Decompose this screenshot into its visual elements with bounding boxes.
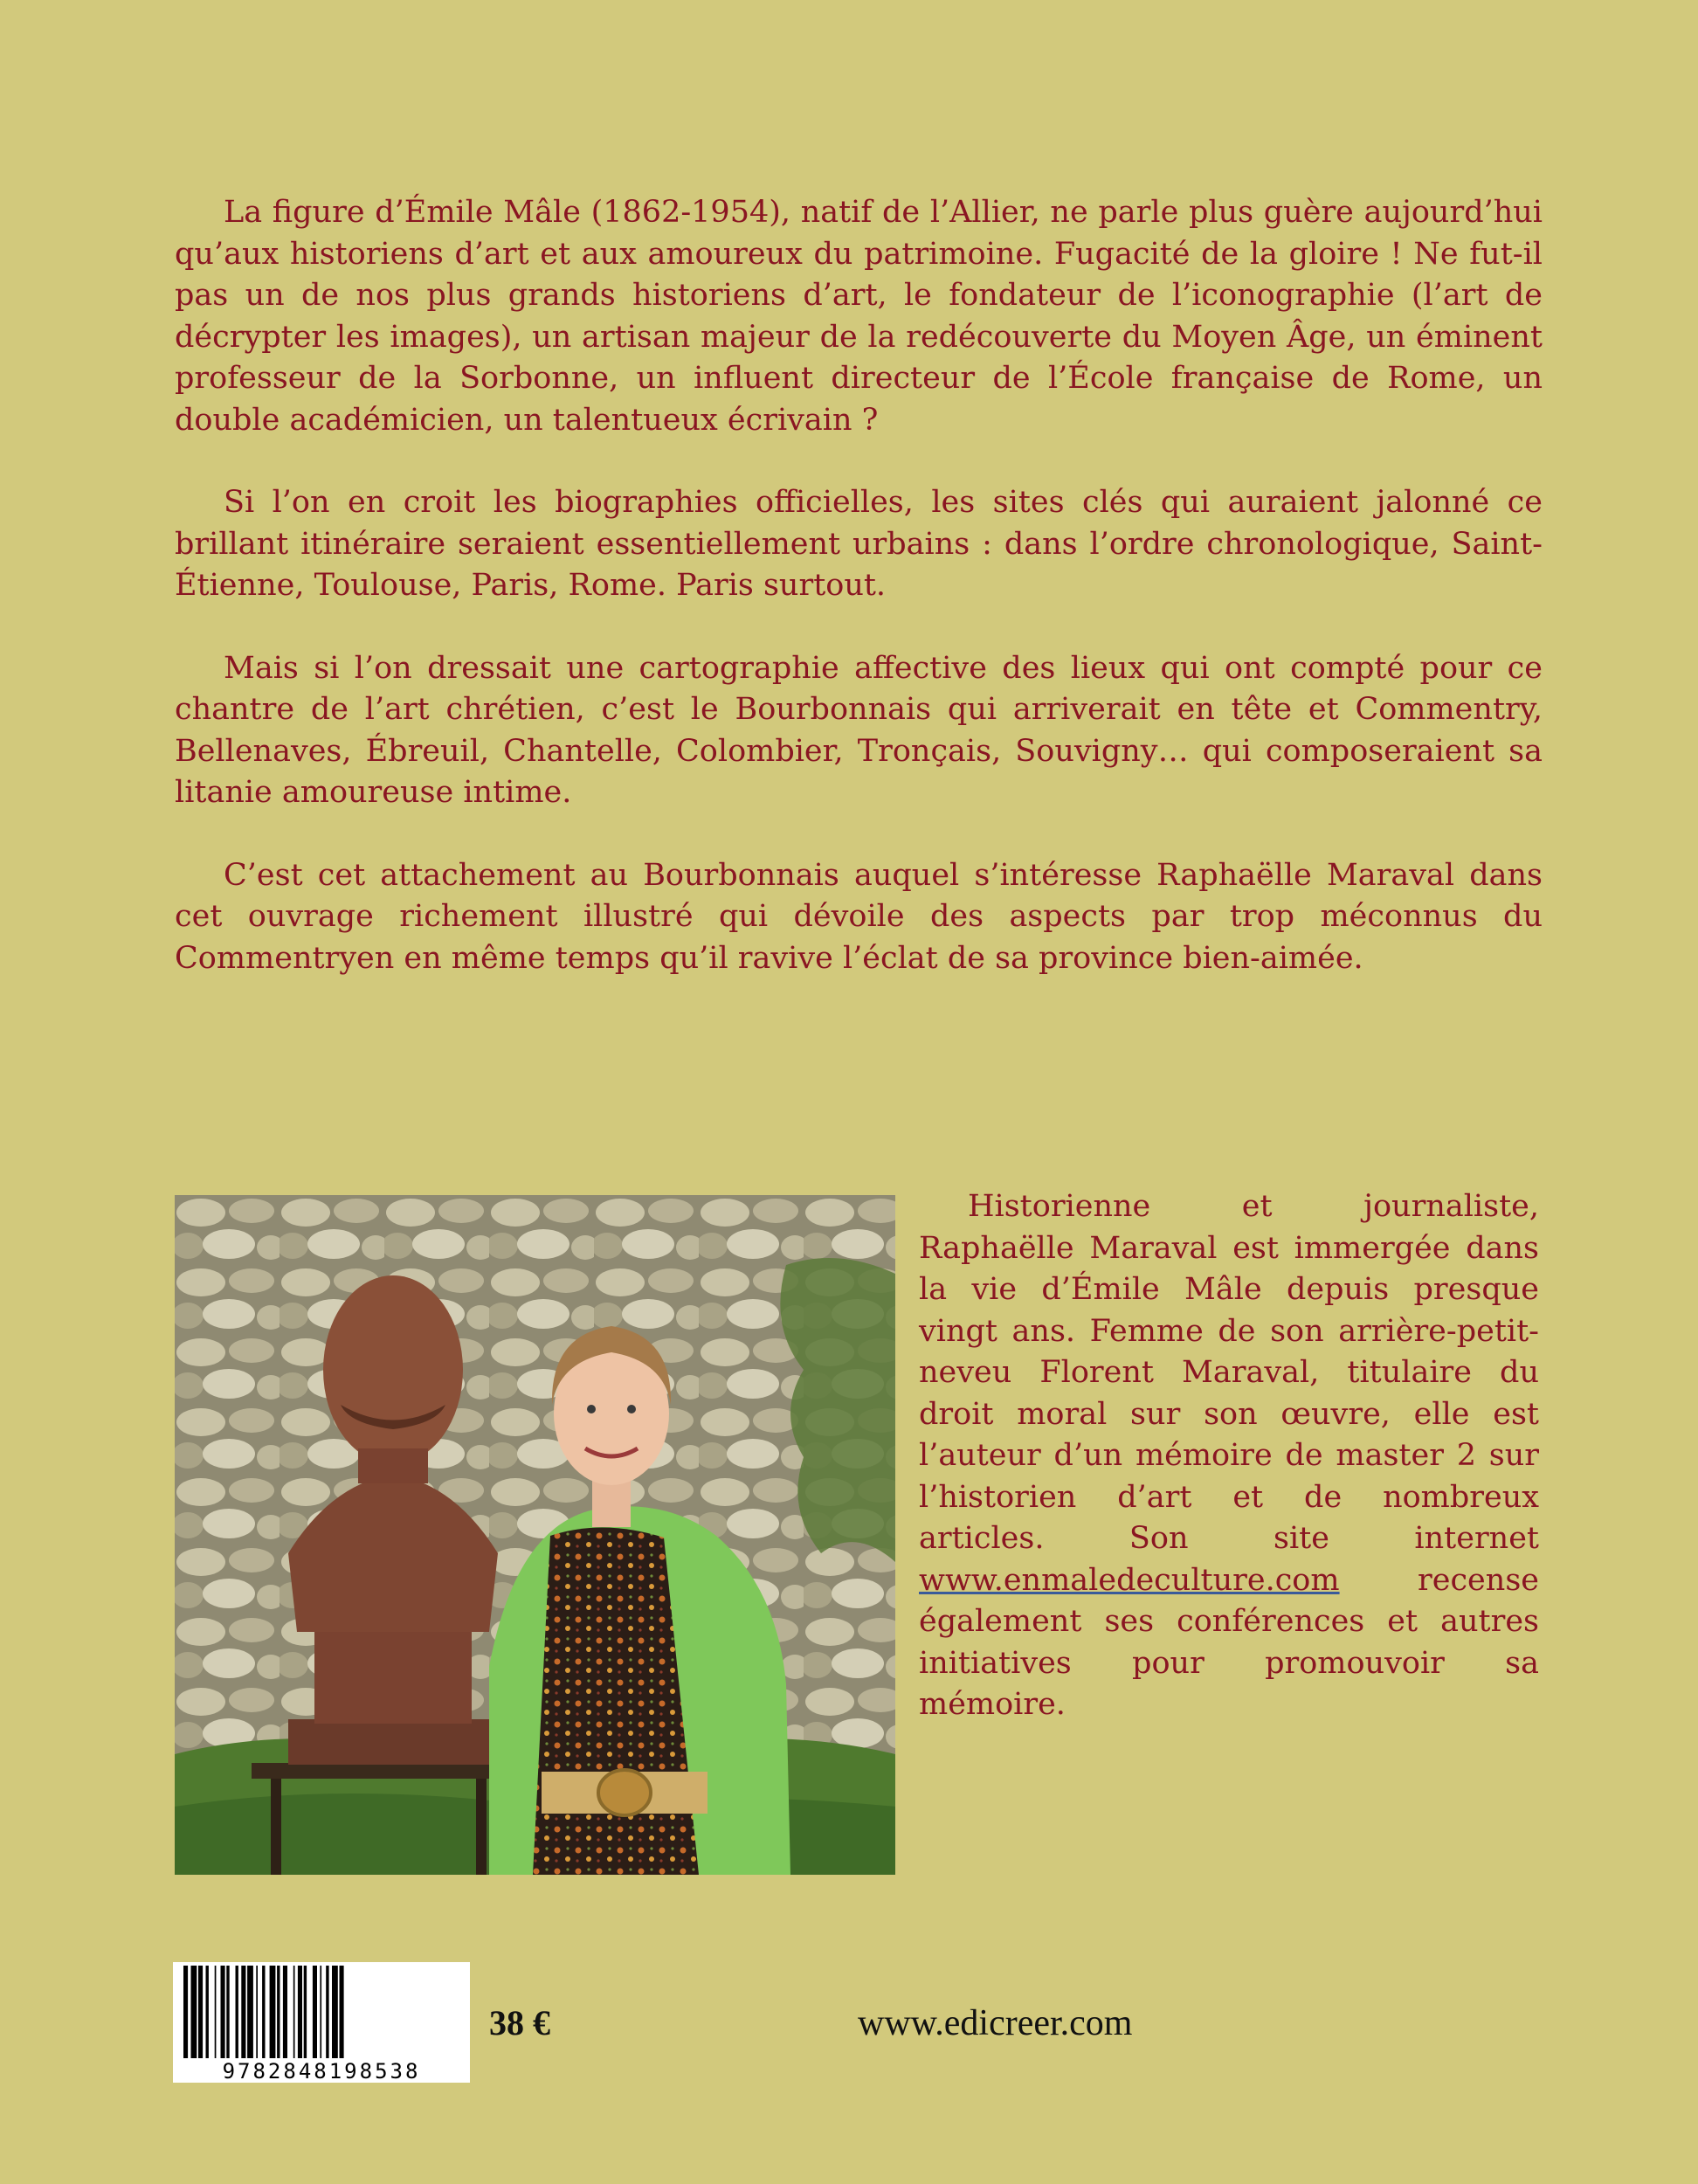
intro-paragraph-3: Mais si l’on dressait une cartographie affective des lieux qui ont compté pour ce chantre de l’art chrétien, c’est le Bourbonnais qui arriverait en tête et Commentry, Bellenaves, Ébreuil, Chantelle, Colombier, Tronçais, Souvigny… qui composeraient sa litanie amoureuse intime.	[175, 650, 1543, 810]
barcode-bar	[340, 1966, 344, 2058]
author-bio	[919, 1186, 1539, 1726]
publisher-website[interactable]: www.edicreer.com	[858, 2003, 1133, 2043]
barcode-bar	[332, 1966, 338, 2058]
barcode-bar	[206, 1966, 209, 2058]
barcode-bar	[293, 1966, 295, 2058]
barcode-bar	[262, 1966, 265, 2058]
barcode-bar	[320, 1966, 321, 2058]
bio-text-start: Historienne et journaliste, Raphaëlle Maraval est immergée dans la vie d’Émile Mâle depuis presque vingt ans. Femme de son arrière-petit-neveu Florent Maraval, titulaire du droit moral sur son œuvre, elle est l’auteur d’un mémoire de master 2 sur l’historien d’art et de nombreux articles. Son site internet	[919, 1189, 1539, 1556]
barcode-bar	[241, 1966, 245, 2058]
barcode-bar	[198, 1966, 203, 2058]
isbn-digits: 9782848198538	[173, 2060, 470, 2083]
bio-text-end: recense également ses conférences et autres initiatives pour promouvoir sa mémoire.	[919, 1562, 1539, 1722]
barcode-bar	[326, 1966, 328, 2058]
author-website-link[interactable]: www.enmaledeculture.com	[919, 1562, 1340, 1598]
barcode-bar	[256, 1966, 258, 2058]
barcode-bar	[270, 1966, 276, 2058]
barcode-bar	[277, 1966, 280, 2058]
barcode-bar	[298, 1966, 302, 2058]
intro-paragraph-2: Si l’on en croit les biographies officielles, les sites clés qui auraient jalonné ce brillant itinéraire seraient essentiellement urbains : dans l’ordre chronologique, Saint-Étienne, Toulouse, Paris, Rome. Paris surtout.	[175, 485, 1543, 603]
author-with-bust-image	[175, 1195, 895, 1875]
barcode-bar	[236, 1966, 238, 2058]
author-photo	[175, 1195, 895, 1875]
intro-paragraph-4: C’est cet attachement au Bourbonnais auquel s’intéresse Raphaëlle Maraval dans cet ouvrage richement illustré qui dévoile des aspects par trop méconnus du Commentryen en même temps qu’il ravive l’éclat de sa province bien-aimée.	[175, 857, 1543, 976]
price-label: 38 €	[489, 2003, 550, 2042]
intro-paragraph-1: La figure d’Émile Mâle (1862-1954), natif de l’Allier, ne parle plus guère aujourd’hui qu’aux historiens d’art et aux amoureux du patrimoine. Fugacité de la gloire ! Ne fut-il pas un de nos plus grands historiens d’art, le fondateur de l’iconographie (l’art de décrypter les images), un artisan majeur de la redécouverte du Moyen Âge, un éminent professeur de la Sorbonne, un influent directeur de l’École française de Rome, un double académicien, un talentueux écrivain ?	[175, 195, 1543, 438]
barcode-bar	[283, 1966, 287, 2058]
intro-text	[175, 192, 1543, 1020]
author-bio-paragraph	[919, 1186, 1539, 1726]
barcode-bar	[221, 1966, 225, 2058]
barcode-bar	[247, 1966, 253, 2058]
barcode-bar	[215, 1966, 217, 2058]
barcode-bar	[191, 1966, 197, 2058]
barcode-bar	[226, 1966, 229, 2058]
barcode-bar	[313, 1966, 317, 2058]
barcode-bar	[304, 1966, 307, 2058]
isbn-barcode	[173, 1962, 470, 2083]
barcode-bar	[183, 1966, 188, 2058]
